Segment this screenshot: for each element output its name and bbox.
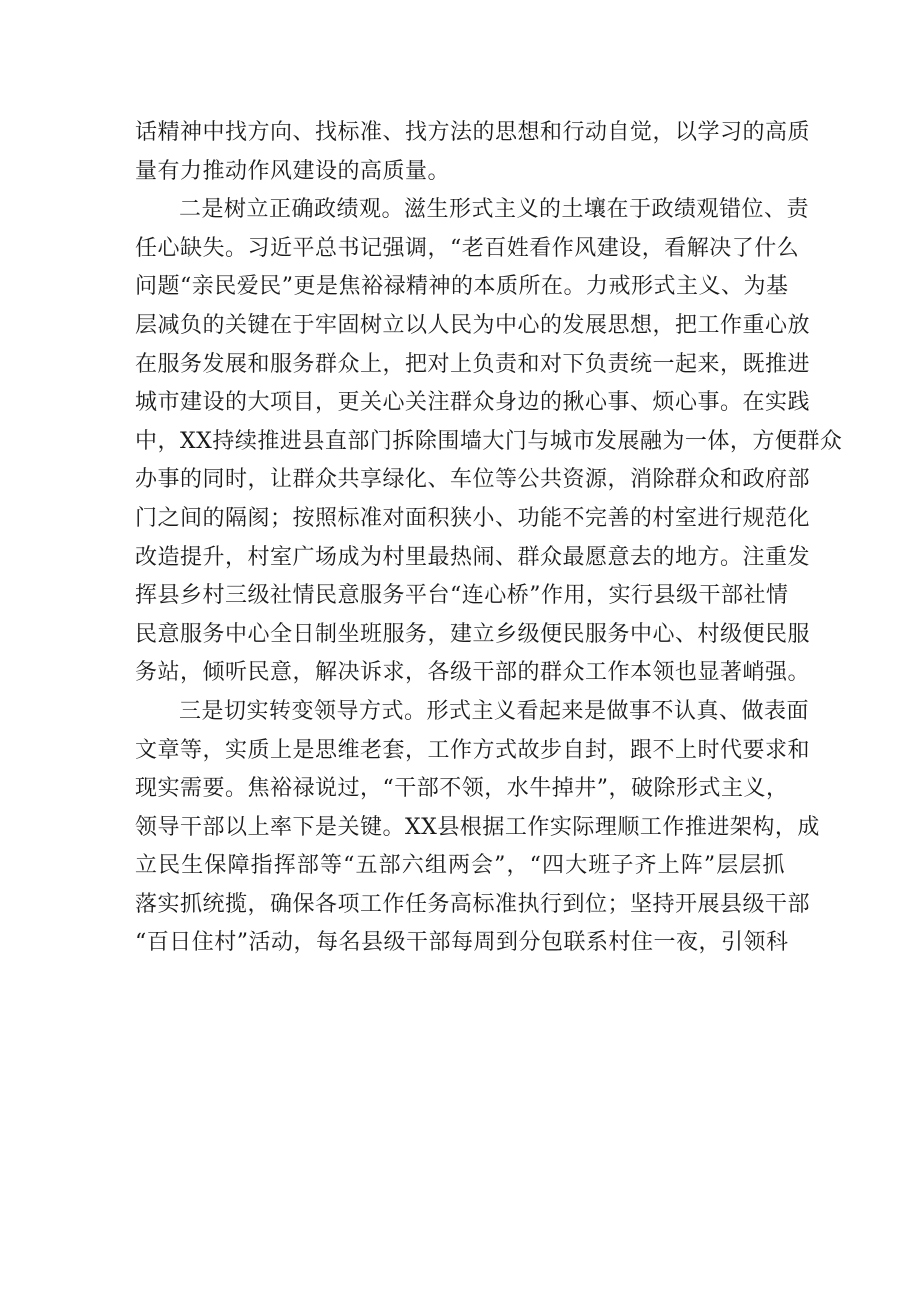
text-line: 二是树立正确政绩观。滋生形式主义的土壤在于政绩观错位、责	[179, 197, 810, 223]
text-line: 城市建设的大项目，更关心关注群众身边的揪心事、烦心事。在实践	[135, 390, 811, 416]
text-line: 量有力推动作风建设的高质量。	[135, 158, 451, 184]
text-line: 民意服务中心全日制坐班服务，建立乡级便民服务中心、村级便民服	[135, 621, 811, 647]
document-body	[135, 114, 843, 963]
text-line: 在服务发展和服务群众上，把对上负责和对下负责统一起来，既推进	[135, 351, 811, 377]
text-line: 领导干部以上率下是关键。XX县根据工作实际理顺工作推进架构，成	[135, 814, 820, 840]
text-line: 任心缺失。习近平总书记强调，“老百姓看作风建设，看解决了什么	[135, 235, 800, 261]
text-line: 办事的同时，让群众共享绿化、车位等公共资源，消除群众和政府部	[135, 467, 811, 493]
text-line: 中，XX持续推进县直部门拆除围墙大门与城市发展融为一体，方便群众	[135, 428, 843, 454]
text-line: 文章等，实质上是思维老套，工作方式故步自封，跟不上时代要求和	[135, 737, 811, 763]
text-line: 立民生保障指挥部等“五部六组两会”，“四大班子齐上阵”层层抓	[135, 853, 785, 879]
text-line: 门之间的隔阂；按照标准对面积狭小、功能不完善的村室进行规范化	[135, 505, 811, 531]
text-line: 改造提升，村室广场成为村里最热闹、群众最愿意去的地方。注重发	[135, 544, 811, 570]
text-line: 落实抓统揽，确保各项工作任务高标准执行到位；坚持开展县级干部	[135, 891, 811, 917]
text-line: 三是切实转变领导方式。形式主义看起来是做事不认真、做表面	[179, 698, 810, 724]
text-line: 务站，倾听民意，解决诉求，各级干部的群众工作本领也显著峭强。	[135, 660, 811, 686]
text-line: 问题“亲民爱民”更是焦裕禄精神的本质所在。力戒形式主义、为基	[135, 274, 789, 300]
text-line: 层减负的关键在于牢固树立以人民为中心的发展思想，把工作重心放	[135, 312, 811, 338]
text-line: “百日住村”活动，每名县级干部每周到分包联系村住一夜，引领科	[135, 930, 789, 956]
text-line: 挥县乡村三级社情民意服务平台“连心桥”作用，实行县级干部社情	[135, 583, 789, 609]
text-line: 现实需要。焦裕禄说过，“干部不领，水牛掉井”，破除形式主义，	[135, 776, 789, 802]
text-line: 话精神中找方向、找标准、找方法的思想和行动自觉，以学习的高质	[135, 120, 811, 145]
